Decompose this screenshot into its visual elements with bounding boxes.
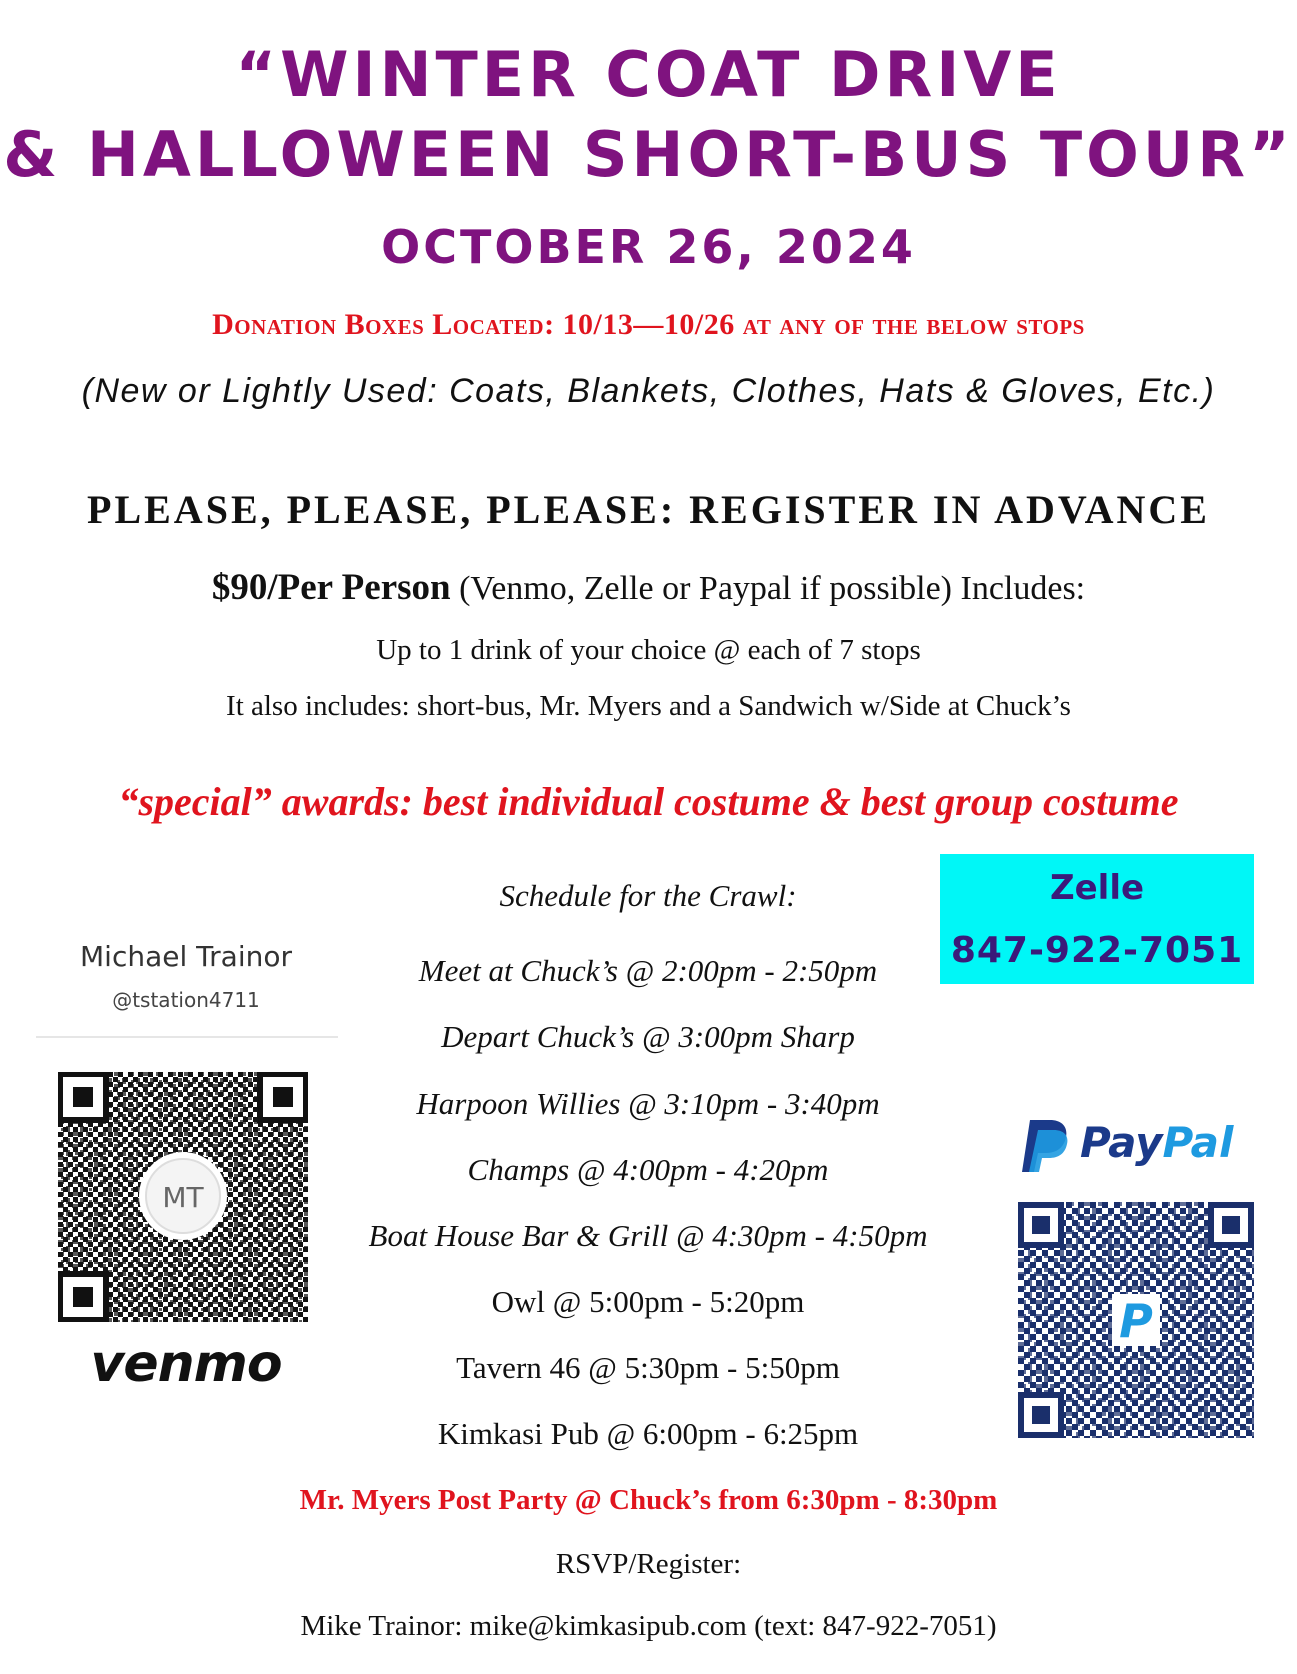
schedule-stop: Champs @ 4:00pm - 4:20pm: [467, 1152, 829, 1187]
post-party: Mr. Myers Post Party @ Chuck’s from 6:30pm - 8:30pm: [299, 1484, 998, 1516]
paypal-logo-pal: Pal: [1162, 1118, 1234, 1167]
venmo-logo: venmo: [90, 1334, 282, 1394]
paypal-logo: [1080, 1118, 1233, 1167]
schedule-stop: Owl @ 5:00pm - 5:20pm: [491, 1284, 805, 1319]
zelle-label: Zelle: [1049, 868, 1145, 908]
price-amount: $90/Per Person: [211, 567, 451, 608]
schedule-title: Schedule for the Crawl:: [499, 878, 797, 913]
donation-items: (New or Lightly Used: Coats, Blankets, Clothes, Hats & Gloves, Etc.): [81, 372, 1216, 410]
venmo-qr-code: [58, 1072, 308, 1322]
zelle-box: [940, 854, 1254, 984]
paypal-p-icon: [1022, 1116, 1072, 1174]
schedule-stop: Kimkasi Pub @ 6:00pm - 6:25pm: [437, 1416, 859, 1451]
rsvp-label: RSVP/Register:: [555, 1548, 742, 1580]
event-date: OCTOBER 26, 2024: [381, 220, 916, 274]
title-line-2: & HALLOWEEN SHORT-BUS TOUR”: [3, 118, 1294, 191]
venmo-name: Michael Trainor: [80, 940, 292, 973]
zelle-phone: 847-922-7051: [950, 930, 1244, 971]
venmo-initials: MT: [162, 1181, 204, 1214]
price-details: (Venmo, Zelle or Paypal if possible) Includes:: [450, 570, 1086, 607]
rsvp-contact: Mike Trainor: mike@kimkasipub.com (text: 847-922-7051): [300, 1610, 997, 1642]
register-heading: PLEASE, PLEASE, PLEASE: REGISTER IN ADVANCE: [87, 487, 1210, 532]
schedule-stop: Boat House Bar & Grill @ 4:30pm - 4:50pm: [368, 1218, 928, 1253]
title-line-1: “WINTER COAT DRIVE: [235, 38, 1062, 111]
venmo-handle: @tstation4711: [112, 988, 260, 1012]
schedule-stop: Meet at Chuck’s @ 2:00pm - 2:50pm: [418, 953, 878, 988]
include-line-2: It also includes: short-bus, Mr. Myers and a Sandwich w/Side at Chuck’s: [226, 690, 1071, 722]
include-line-1: Up to 1 drink of your choice @ each of 7 stops: [376, 634, 921, 666]
schedule-stop: Harpoon Willies @ 3:10pm - 3:40pm: [416, 1086, 880, 1121]
paypal-qr-code: [1018, 1202, 1254, 1438]
donation-info: Donation Boxes Located: 10/13—10/26 at any of the below stops: [212, 308, 1085, 341]
schedule-stop: Depart Chuck’s @ 3:00pm Sharp: [441, 1019, 855, 1054]
schedule-stop: Tavern 46 @ 5:30pm - 5:50pm: [456, 1350, 840, 1385]
paypal-qr-center: P: [1119, 1294, 1153, 1348]
paypal-logo-pay: Pay: [1080, 1118, 1163, 1167]
price-line: [0, 566, 1297, 609]
venmo-divider: [36, 1036, 338, 1038]
awards-line: “special” awards: best individual costume & best group costume: [118, 779, 1179, 824]
